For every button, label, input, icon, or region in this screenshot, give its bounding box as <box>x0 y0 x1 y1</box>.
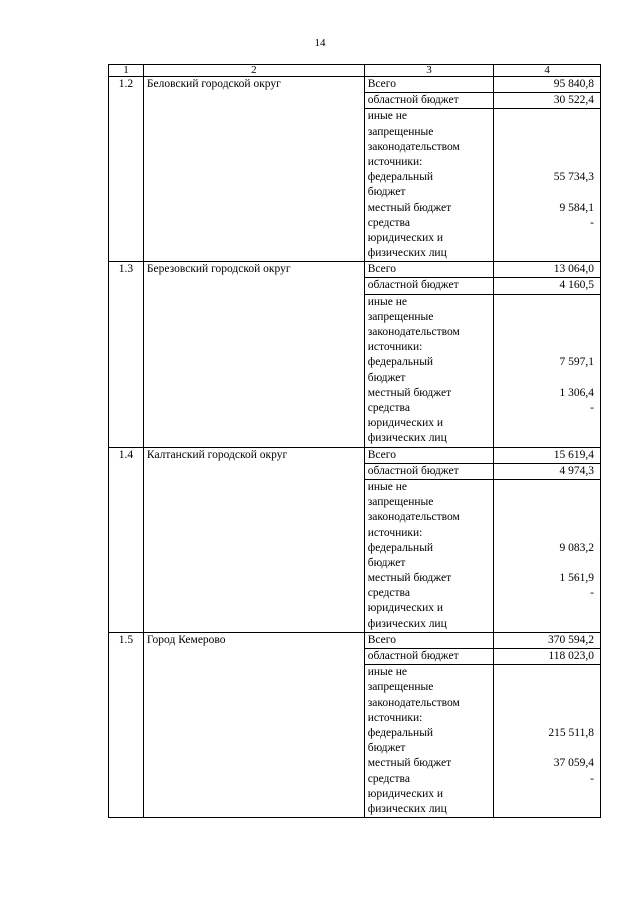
source-line-value <box>497 371 594 386</box>
source-line-label: законодательством <box>367 696 460 709</box>
header-cell-2: 2 <box>143 65 364 77</box>
source-line-value: - <box>590 587 594 600</box>
page-number: 14 <box>314 37 326 49</box>
source-line-value: - <box>590 772 594 785</box>
table-row-total <box>109 77 601 93</box>
row-number: 1.4 <box>109 447 144 632</box>
source-line-value <box>497 510 594 525</box>
source-line-label: запрещенные <box>367 310 434 323</box>
source-line-label: юридических и <box>367 787 444 800</box>
source-line-value <box>497 325 594 340</box>
source-other-values <box>494 294 601 447</box>
municipality-name: Город Кемерово <box>143 632 364 817</box>
source-regional-value: 4 974,3 <box>494 463 601 479</box>
source-line-label: федеральный <box>367 171 434 184</box>
source-line-value: 9 083,2 <box>559 541 594 554</box>
source-line-label: физических лиц <box>367 802 447 815</box>
source-line-label: бюджет <box>367 371 406 384</box>
source-line-value <box>497 431 594 446</box>
source-line-value <box>497 140 594 155</box>
source-other-labels <box>364 479 493 632</box>
source-line-value <box>497 787 594 802</box>
row-number: 1.3 <box>109 262 144 447</box>
source-line-label: иные не <box>367 480 408 493</box>
source-line-value: - <box>590 216 594 229</box>
table-row-total <box>109 262 601 278</box>
source-line-label: средства <box>367 772 410 785</box>
header-cell-4: 4 <box>494 65 601 77</box>
source-line-label: средства <box>367 402 410 414</box>
source-line-value: 55 734,3 <box>553 171 594 184</box>
row-number: 1.5 <box>109 632 144 817</box>
source-line-value <box>497 617 594 632</box>
source-line-label: физических лиц <box>367 432 447 445</box>
source-line-value <box>497 680 594 695</box>
source-line-label: источники: <box>367 155 423 168</box>
source-line-value <box>497 711 594 726</box>
source-line-label: иные не <box>367 295 408 308</box>
source-line-label: бюджет <box>367 556 406 569</box>
source-total-value: 13 064,0 <box>494 262 601 278</box>
municipality-name: Калтанский городской округ <box>143 447 364 632</box>
source-line-value <box>497 295 594 310</box>
source-line-value: 7 597,1 <box>559 356 594 369</box>
source-line-label: местный бюджет <box>367 572 452 585</box>
source-line-label: бюджет <box>367 742 406 755</box>
source-line-label: запрещенные <box>367 681 434 694</box>
source-total-value: 370 594,2 <box>494 632 601 648</box>
source-line-label: юридических и <box>367 417 444 430</box>
source-line-label: средства <box>367 587 410 600</box>
source-line-value <box>497 185 594 200</box>
source-line-value <box>497 556 594 571</box>
header-cell-1: 1 <box>109 65 144 77</box>
source-line-label: федеральный <box>367 727 434 739</box>
source-line-label: федеральный <box>367 541 434 554</box>
source-line-label: юридических и <box>367 602 444 615</box>
source-line-value: 1 561,9 <box>559 572 594 585</box>
source-line-value: 215 511,8 <box>548 727 594 739</box>
source-line-value: 9 584,1 <box>559 201 594 214</box>
municipality-name: Беловский городской округ <box>143 77 364 262</box>
source-line-label: запрещенные <box>367 496 434 509</box>
source-regional-value: 4 160,5 <box>494 278 601 294</box>
budget-table <box>108 64 601 818</box>
source-line-value <box>497 231 594 246</box>
source-regional-label: областной бюджет <box>364 278 493 294</box>
source-line-label: источники: <box>367 341 423 354</box>
table-row-total <box>109 447 601 463</box>
source-line-value <box>497 495 594 510</box>
row-number: 1.2 <box>109 77 144 262</box>
source-other-values <box>494 109 601 262</box>
source-other-values <box>494 479 601 632</box>
source-line-value <box>497 155 594 170</box>
source-line-value <box>497 246 594 261</box>
municipality-name: Березовский городской округ <box>143 262 364 447</box>
source-line-value <box>497 310 594 325</box>
source-regional-label: областной бюджет <box>364 93 493 109</box>
source-total-label: Всего <box>364 262 493 278</box>
source-regional-value: 118 023,0 <box>494 649 601 665</box>
source-regional-label: областной бюджет <box>364 463 493 479</box>
source-line-label: юридических и <box>367 231 444 244</box>
table-header-row <box>109 65 601 77</box>
header-cell-3: 3 <box>364 65 493 77</box>
source-line-label: местный бюджет <box>367 757 452 770</box>
source-line-value <box>497 480 594 495</box>
source-line-value: - <box>590 402 594 414</box>
source-total-label: Всего <box>364 77 493 93</box>
source-line-label: источники: <box>367 711 423 724</box>
table-row-total <box>109 632 601 648</box>
source-line-label: источники: <box>367 526 423 539</box>
source-line-value <box>497 125 594 140</box>
source-other-labels <box>364 109 493 262</box>
source-line-value <box>497 741 594 756</box>
source-line-label: физических лиц <box>367 247 447 260</box>
source-line-label: законодательством <box>367 326 460 339</box>
source-line-label: бюджет <box>367 186 406 199</box>
source-line-value <box>497 526 594 541</box>
source-line-value <box>497 665 594 680</box>
source-line-label: местный бюджет <box>367 386 452 399</box>
source-line-label: иные не <box>367 666 408 679</box>
source-line-label: средства <box>367 216 410 229</box>
source-line-label: законодательством <box>367 140 460 153</box>
source-total-value: 15 619,4 <box>494 447 601 463</box>
source-line-label: запрещенные <box>367 125 434 138</box>
source-line-label: физических лиц <box>367 617 447 630</box>
source-regional-value: 30 522,4 <box>494 93 601 109</box>
source-line-value <box>497 696 594 711</box>
source-total-label: Всего <box>364 447 493 463</box>
source-total-value: 95 840,8 <box>494 77 601 93</box>
source-line-value <box>497 601 594 616</box>
source-other-labels <box>364 294 493 447</box>
source-line-value <box>497 802 594 817</box>
source-line-label: иные не <box>367 110 408 123</box>
source-total-label: Всего <box>364 632 493 648</box>
source-line-value <box>497 416 594 431</box>
source-line-value: 37 059,4 <box>553 757 594 770</box>
source-line-label: местный бюджет <box>367 201 452 214</box>
source-line-value <box>497 109 594 124</box>
source-line-label: законодательством <box>367 511 460 524</box>
source-line-value <box>497 340 594 355</box>
source-other-labels <box>364 665 493 818</box>
source-line-value: 1 306,4 <box>559 386 594 399</box>
source-line-label: федеральный <box>367 356 434 369</box>
source-regional-label: областной бюджет <box>364 649 493 665</box>
source-other-values <box>494 665 601 818</box>
